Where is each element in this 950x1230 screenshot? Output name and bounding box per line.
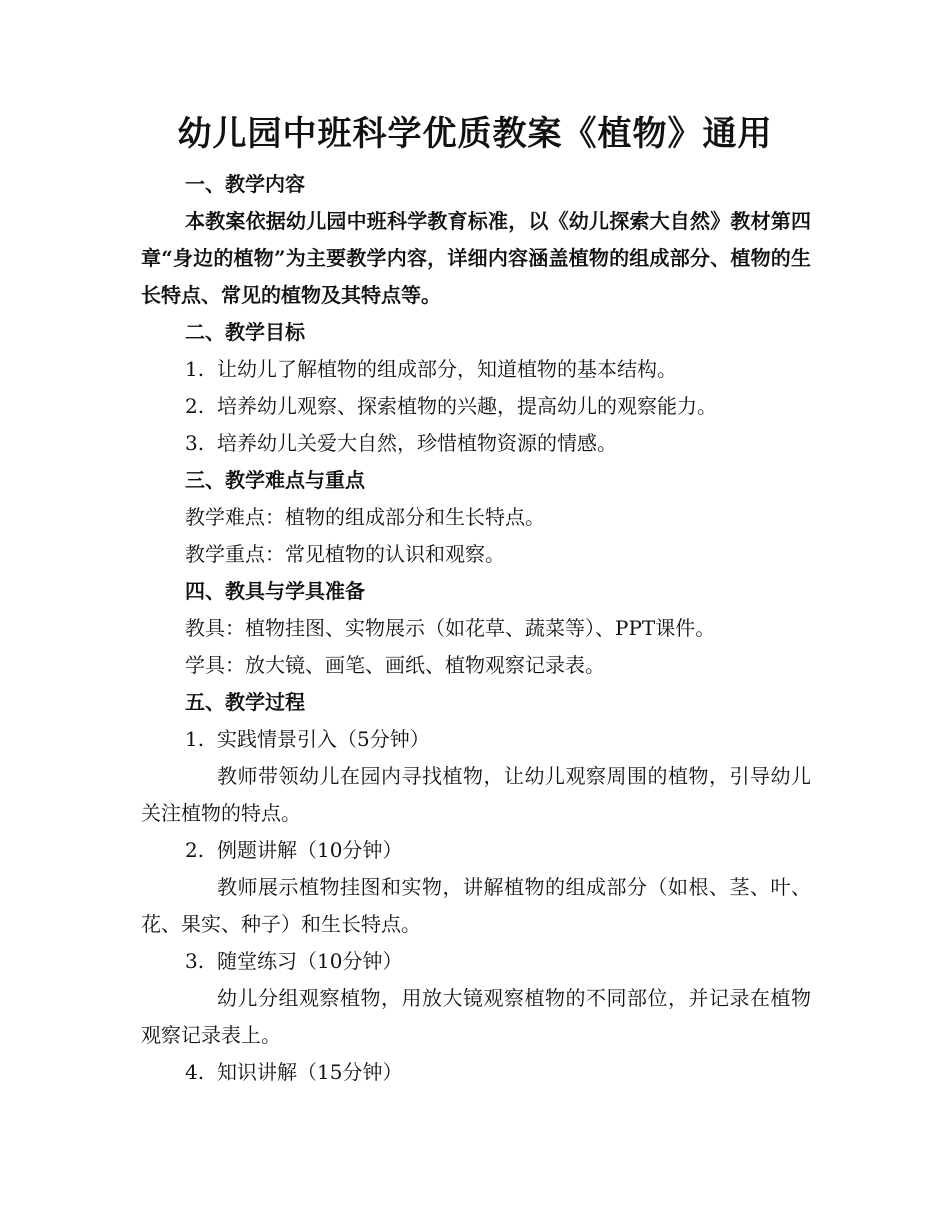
objective-number: 3. (185, 431, 205, 455)
section-heading-process: 五、教学过程 (185, 690, 305, 714)
process-step (141, 721, 811, 758)
materials-line: 教具：植物挂图、实物展示（如花草、蔬菜等）、PPT课件。 (185, 616, 716, 640)
process-step (141, 832, 811, 869)
objective-number: 2. (185, 394, 205, 418)
section-heading-key-points: 三、教学难点与重点 (185, 468, 365, 492)
key-point-line: 教学重点：常见植物的认识和观察。 (185, 542, 505, 566)
section-heading-content: 一、教学内容 (185, 172, 305, 196)
objective-item (141, 351, 811, 388)
objective-text: 培养幼儿关爱大自然，珍惜植物资源的情感。 (217, 431, 617, 455)
process-step (141, 1054, 811, 1091)
step-detail: 教师带领幼儿在园内寻找植物，让幼儿观察周围的植物，引导幼儿关注植物的特点。 (141, 764, 811, 825)
document-title: 幼儿园中班科学优质教案《植物》通用 (177, 114, 773, 154)
step-label: 知识讲解（15分钟） (217, 1060, 403, 1084)
step-label: 随堂练习（10分钟） (217, 949, 403, 973)
section-body-content: 本教案依据幼儿园中班科学教育标准，以《幼儿探索大自然》教材第四章“身边的植物”为主要教学内容，详细内容涵盖植物的组成部分、植物的生长特点、常见的植物及其特点等。 (141, 209, 811, 307)
objective-number: 1. (185, 357, 205, 381)
step-label: 实践情景引入（5分钟） (217, 727, 430, 751)
objective-text: 让幼儿了解植物的组成部分，知道植物的基本结构。 (217, 357, 677, 381)
step-label: 例题讲解（10分钟） (217, 838, 403, 862)
process-step (141, 943, 811, 980)
step-number: 1. (185, 727, 205, 751)
objective-text: 培养幼儿观察、探索植物的兴趣，提高幼儿的观察能力。 (217, 394, 717, 418)
step-detail: 幼儿分组观察植物，用放大镜观察植物的不同部位，并记录在植物观察记录表上。 (141, 986, 811, 1047)
section-heading-materials: 四、教具与学具准备 (185, 579, 365, 603)
step-detail: 教师展示植物挂图和实物，讲解植物的组成部分（如根、茎、叶、花、果实、种子）和生长特点。 (141, 875, 811, 936)
key-point-line: 教学难点：植物的组成部分和生长特点。 (185, 505, 545, 529)
step-number: 4. (185, 1060, 205, 1084)
section-heading-objectives: 二、教学目标 (185, 320, 305, 344)
step-number: 3. (185, 949, 205, 973)
objective-item (141, 425, 811, 462)
objective-item (141, 388, 811, 425)
materials-line: 学具：放大镜、画笔、画纸、植物观察记录表。 (185, 653, 605, 677)
step-number: 2. (185, 838, 205, 862)
document-body (141, 166, 811, 1091)
